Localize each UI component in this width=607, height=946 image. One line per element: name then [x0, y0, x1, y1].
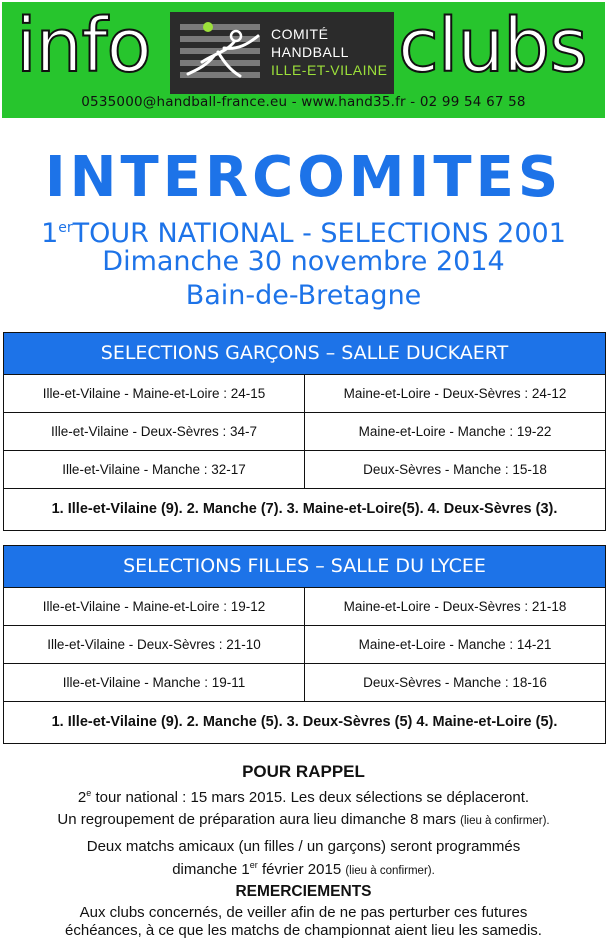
- tour-label: TOUR NATIONAL - SELECTIONS 2001: [72, 218, 566, 249]
- match-result: Ille-et-Vilaine - Deux-Sèvres : 21-10: [4, 626, 305, 663]
- table-row: [4, 451, 605, 489]
- rappel-heading: POUR RAPPEL: [242, 762, 365, 781]
- tour-ordinal-suffix: er: [58, 220, 73, 236]
- page-title: INTERCOMITES: [44, 145, 563, 210]
- rappel-note: (lieu à confirmer).: [460, 815, 550, 827]
- match-result: Ille-et-Vilaine - Deux-Sèvres : 34-7: [4, 413, 305, 450]
- table-row: [4, 664, 605, 702]
- contact-line: 0535000@handball-france.eu - www.hand35.fr - 02 99 54 67 58: [81, 94, 526, 110]
- match-result: Maine-et-Loire - Deux-Sèvres : 24-12: [343, 386, 567, 401]
- results-table-filles: [3, 545, 606, 744]
- remerciements-line-1: Aux clubs concernés, de veiller afin de ne pas perturber ces futures: [79, 904, 528, 921]
- rappel-line-1: [0, 784, 607, 807]
- logo-text-handball: HANDBALL: [271, 44, 349, 60]
- table-row: [4, 588, 605, 626]
- rappel-line-4: [0, 856, 607, 880]
- logo-text-comite: COMITÉ: [271, 26, 329, 42]
- rappel-line-2: [0, 811, 607, 830]
- match-result: Ille-et-Vilaine - Maine-et-Loire : 19-12: [4, 588, 305, 625]
- rappel-ordinal: 2: [77, 789, 87, 806]
- tour-ordinal: 1: [41, 218, 59, 249]
- match-result: Maine-et-Loire - Manche : 14-21: [358, 637, 552, 652]
- match-result: Maine-et-Loire - Manche : 19-22: [358, 424, 552, 439]
- rappel-line-3: Deux matchs amicaux (un filles / un garçons) seront programmés: [86, 838, 521, 855]
- ranking-garcons: 1. Ille-et-Vilaine (9). 2. Manche (7). 3. Maine-et-Loire(5). 4. Deux-Sèvres (3).: [51, 501, 558, 517]
- table-row: [4, 413, 605, 451]
- match-result: Ille-et-Vilaine - Manche : 19-11: [4, 664, 305, 701]
- info-clubs-banner: [2, 2, 605, 118]
- banner-word-info: info: [16, 3, 151, 89]
- match-result: Deux-Sèvres - Manche : 18-16: [363, 675, 547, 690]
- tour-subtitle: [0, 212, 607, 250]
- remerciements-heading: REMERCIEMENTS: [235, 883, 372, 900]
- rappel-ordinal-suffix: er: [249, 860, 258, 870]
- logo-text-department: ILLE-ET-VILAINE: [271, 62, 388, 78]
- rappel-text: dimanche 1: [172, 861, 250, 878]
- match-result: Ille-et-Vilaine - Maine-et-Loire : 24-15: [4, 375, 305, 412]
- rappel-note: (lieu à confirmer).: [345, 865, 435, 877]
- remerciements-line-2: échéances, à ce que les matchs de championnat aient lieu les samedis.: [65, 922, 542, 939]
- table-header-filles: SELECTIONS FILLES – SALLE DU LYCEE: [4, 546, 605, 588]
- results-table-garcons: [3, 332, 606, 531]
- rappel-text: février 2015: [257, 861, 346, 878]
- match-result: Deux-Sèvres - Manche : 15-18: [363, 462, 547, 477]
- event-date: Dimanche 30 novembre 2014: [102, 246, 505, 277]
- handball-player-icon: [184, 18, 264, 88]
- event-location: Bain-de-Bretagne: [185, 280, 422, 311]
- rappel-text: tour national : 15 mars 2015. Les deux sélections se déplaceront.: [91, 789, 530, 806]
- rappel-ordinal-suffix: e: [86, 788, 92, 798]
- rappel-text: Un regroupement de préparation aura lieu dimanche 8 mars: [57, 811, 461, 828]
- comite-handball-logo: [170, 12, 394, 94]
- match-result: Ille-et-Vilaine - Manche : 32-17: [4, 451, 305, 488]
- match-result: Maine-et-Loire - Deux-Sèvres : 21-18: [343, 599, 567, 614]
- banner-word-clubs: clubs: [398, 3, 587, 89]
- table-header-garcons: SELECTIONS GARÇONS – SALLE DUCKAERT: [4, 333, 605, 375]
- table-row: [4, 375, 605, 413]
- table-row: [4, 626, 605, 664]
- ranking-filles: 1. Ille-et-Vilaine (9). 2. Manche (5). 3. Deux-Sèvres (5) 4. Maine-et-Loire (5).: [51, 714, 558, 730]
